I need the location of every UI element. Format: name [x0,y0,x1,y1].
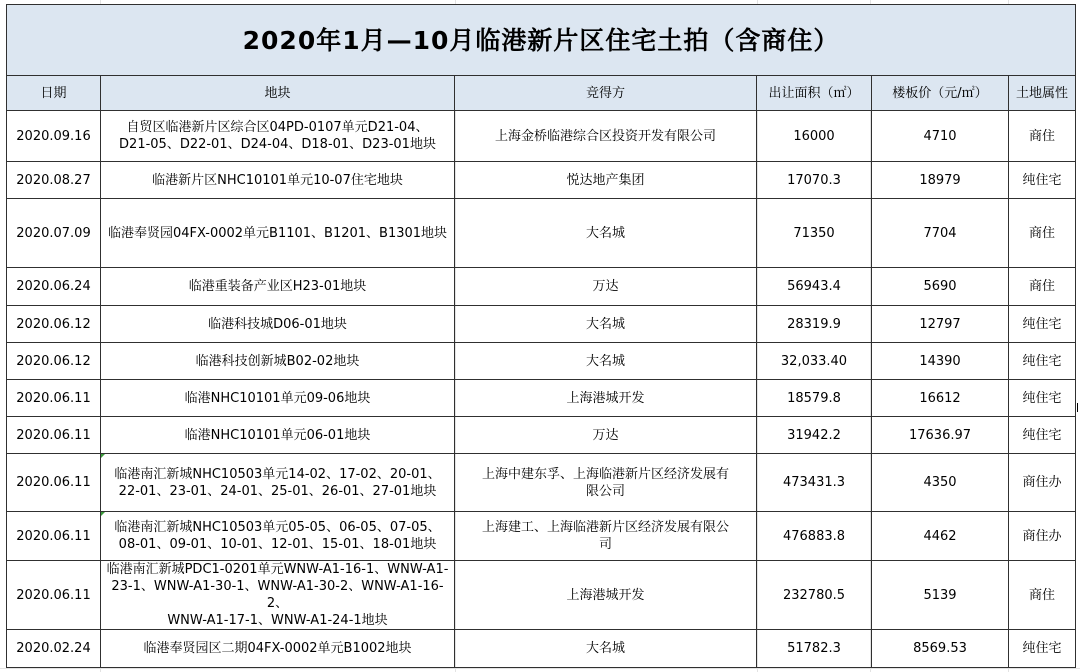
price-cell: 16612 [872,380,1009,417]
price-cell: 12797 [872,306,1009,343]
table-row[interactable] [7,268,1076,306]
price-cell: 17636.97 [872,417,1009,454]
column-header-plot: 地块 [101,76,455,111]
land-type-cell: 商住 [1009,199,1076,268]
price-cell: 7704 [872,199,1009,268]
plot-cell [101,417,455,454]
winner-cell [455,268,757,306]
date-cell: 2020.02.24 [7,630,101,668]
land-type-cell: 商住 [1009,561,1076,630]
plot-cell [101,343,455,380]
winner-cell [455,343,757,380]
plot-cell-line: 22-01、23-01、24-01、25-01、26-01、27-01地块 [118,483,437,499]
plot-cell-line: 临港NHC10101单元06-01地块 [184,427,371,443]
area-cell: 71350 [757,199,872,268]
land-type-cell: 纯住宅 [1009,417,1076,454]
date-cell: 2020.06.11 [7,512,101,561]
winner-cell [455,561,757,630]
winner-cell-line: 万达 [592,427,619,443]
plot-cell [101,561,455,630]
date-cell: 2020.06.12 [7,343,101,380]
land-auction-table [6,4,1076,668]
table-title: 2020年1月—10月临港新片区住宅土拍（含商住） [7,5,1076,76]
winner-cell-line: 司 [598,537,612,552]
plot-cell-line: 临港奉贤园区二期04FX-0002单元B1002地块 [143,641,412,656]
winner-cell-line: 大名城 [585,641,625,656]
winner-cell [455,630,757,668]
plot-cell-line: D21-05、D22-01、D24-04、D18-01、D23-01地块 [119,137,436,152]
winner-cell [455,512,757,561]
plot-cell-line: 临港南汇新城NHC10503单元14-02、17-02、20-01、 [114,466,441,482]
plot-cell-line: 临港重装备产业区H23-01地块 [188,279,367,294]
table-row[interactable] [7,343,1076,380]
winner-cell-line: 上海中建东孚、上海临港新片区经济发展有 [481,466,729,482]
price-cell: 8569.53 [872,630,1009,668]
date-cell: 2020.06.11 [7,380,101,417]
plot-cell-line: 临港新片区NHC10101单元10-07住宅地块 [152,172,403,188]
date-cell: 2020.06.12 [7,306,101,343]
gridline [0,668,1080,669]
column-header-winner: 竞得方 [455,76,757,111]
area-cell: 51782.3 [757,630,872,668]
price-cell: 14390 [872,343,1009,380]
plot-cell-line: 临港科技创新城B02-02地块 [195,353,360,369]
date-cell: 2020.06.11 [7,417,101,454]
table-row[interactable] [7,417,1076,454]
winner-cell-line: 限公司 [585,483,625,499]
area-cell: 18579.8 [757,380,872,417]
winner-cell [455,199,757,268]
winner-cell [455,454,757,512]
area-cell: 17070.3 [757,162,872,199]
winner-cell-line: 上海金桥临港综合区投资开发有限公司 [494,128,716,144]
plot-cell [101,162,455,199]
winner-cell [455,162,757,199]
date-cell: 2020.06.24 [7,268,101,306]
winner-cell [455,380,757,417]
price-cell: 4350 [872,454,1009,512]
date-cell: 2020.06.11 [7,561,101,630]
date-cell: 2020.06.11 [7,454,101,512]
land-type-cell: 纯住宅 [1009,630,1076,668]
price-cell: 4462 [872,512,1009,561]
plot-cell-line: 自贸区临港新片区综合区04PD-0107单元D21-04、 [126,120,429,135]
table-row[interactable] [7,454,1076,512]
winner-cell-line: 万达 [592,279,619,294]
winner-cell-line: 大名城 [585,225,625,241]
winner-cell [455,417,757,454]
plot-cell-line: 临港南汇新城PDC1-0201单元WNW-A1-16-1、WNW-A1- [106,562,449,577]
plot-cell [101,268,455,306]
price-cell: 18979 [872,162,1009,199]
plot-cell-line: 临港科技城D06-01地块 [208,316,347,332]
plot-cell-line: 08-01、09-01、10-01、12-01、15-01、18-01地块 [118,537,437,552]
area-cell: 31942.2 [757,417,872,454]
table-row[interactable] [7,306,1076,343]
winner-cell [455,111,757,162]
winner-cell-line: 大名城 [585,316,625,332]
plot-cell [101,630,455,668]
land-type-cell: 纯住宅 [1009,162,1076,199]
land-type-cell: 纯住宅 [1009,306,1076,343]
column-header-date: 日期 [7,76,101,111]
plot-cell-line: 临港奉贤园04FX-0002单元B1101、B1201、B1301地块 [107,225,448,241]
winner-cell-line: 上海港城开发 [566,587,645,603]
plot-cell-line: 临港南汇新城NHC10503单元05-05、06-05、07-05、 [114,520,441,535]
area-cell: 473431.3 [757,454,872,512]
winner-cell-line: 上海港城开发 [566,390,645,406]
winner-cell [455,306,757,343]
area-cell: 28319.9 [757,306,872,343]
area-cell: 56943.4 [757,268,872,306]
area-cell: 476883.8 [757,512,872,561]
land-type-cell: 纯住宅 [1009,343,1076,380]
area-cell: 32,033.40 [757,343,872,380]
table-row[interactable] [7,111,1076,162]
table-row[interactable] [7,380,1076,417]
column-header-area: 出让面积（㎡） [757,76,872,111]
column-header-land-type: 土地属性 [1009,76,1076,111]
land-type-cell: 商住办 [1009,454,1076,512]
land-type-cell: 商住办 [1009,512,1076,561]
table-row[interactable] [7,162,1076,199]
winner-cell-line: 悦达地产集团 [566,172,645,188]
land-type-cell: 纯住宅 [1009,380,1076,417]
area-cell: 232780.5 [757,561,872,630]
plot-cell [101,111,455,162]
plot-cell-line: 临港NHC10101单元09-06地块 [184,390,371,406]
date-cell: 2020.08.27 [7,162,101,199]
land-type-cell: 商住 [1009,268,1076,306]
stray-mark [1077,403,1078,412]
plot-cell [101,306,455,343]
table-row[interactable] [7,512,1076,561]
plot-cell [101,380,455,417]
plot-cell-line: WNW-A1-17-1、WNW-A1-24-1地块 [167,613,388,628]
header-row [7,76,1076,111]
table-row[interactable] [7,630,1076,668]
column-header-price: 楼板价（元/㎡） [872,76,1009,111]
land-type-cell: 商住 [1009,111,1076,162]
plot-cell [101,512,455,561]
plot-cell [101,454,455,512]
price-cell: 5139 [872,561,1009,630]
area-cell: 16000 [757,111,872,162]
plot-cell [101,199,455,268]
price-cell: 5690 [872,268,1009,306]
plot-cell-line: 23-1、WNW-A1-30-1、WNW-A1-30-2、WNW-A1-16-2、 [111,579,444,611]
winner-cell-line: 大名城 [585,353,625,369]
winner-cell-line: 上海建工、上海临港新片区经济发展有限公 [481,520,729,535]
table-row[interactable] [7,561,1076,630]
date-cell: 2020.09.16 [7,111,101,162]
price-cell: 4710 [872,111,1009,162]
date-cell: 2020.07.09 [7,199,101,268]
table-row[interactable] [7,199,1076,268]
